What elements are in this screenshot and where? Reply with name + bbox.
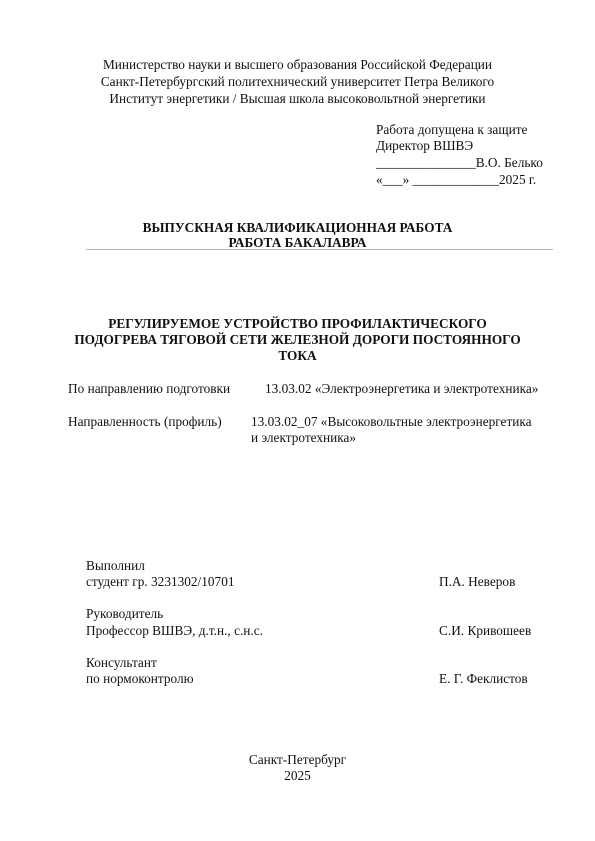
profile-label: Направленность (профиль) (68, 414, 222, 429)
profile-value-line-2: и электротехника» (251, 430, 357, 445)
heading-divider (86, 249, 553, 250)
thesis-title-line-3: ТОКА (278, 348, 317, 363)
student-role: Выполнил (86, 558, 145, 573)
work-type-heading: ВЫПУСКНАЯ КВАЛИФИКАЦИОННАЯ РАБОТА (142, 220, 453, 235)
consultant-area: по нормоконтролю (86, 671, 194, 686)
institute-line: Институт энергетики / Высшая школа высоковольтной энергетики (109, 91, 486, 106)
work-level-heading: РАБОТА БАКАЛАВРА (228, 235, 367, 250)
approval-date-line: «___» _____________2025 г. (376, 172, 537, 187)
student-group: студент гр. 3231302/10701 (86, 574, 235, 589)
approval-admitted: Работа допущена к защите (376, 122, 528, 137)
supervisor-role: Руководитель (86, 606, 164, 621)
consultant-role: Консультант (86, 655, 157, 670)
university-line: Санкт-Петербургский политехнический университет Петра Великого (100, 74, 495, 89)
direction-value: 13.03.02 «Электроэнергетика и электротехника» (265, 381, 539, 396)
student-name: П.А. Неверов (439, 574, 516, 589)
consultant-name: Е. Г. Феклистов (439, 671, 528, 686)
profile-value-line-1: 13.03.02_07 «Высоковольтные электроэнергетика (251, 414, 532, 429)
year: 2025 (284, 768, 311, 783)
ministry-line: Министерство науки и высшего образования Российской Федерации (102, 57, 493, 72)
approval-signature-line: _______________В.О. Белько (376, 155, 543, 170)
city: Санкт-Петербург (248, 752, 347, 767)
approval-director: Директор ВШВЭ (376, 138, 474, 153)
supervisor-position: Профессор ВШВЭ, д.т.н., с.н.с. (86, 623, 263, 638)
supervisor-name: С.И. Кривошеев (439, 623, 532, 638)
thesis-title-line-2: ПОДОГРЕВА ТЯГОВОЙ СЕТИ ЖЕЛЕЗНОЙ ДОРОГИ ПОСТОЯННОГО (74, 332, 521, 347)
thesis-title-line-1: РЕГУЛИРУЕМОЕ УСТРОЙСТВО ПРОФИЛАКТИЧЕСКОГО (108, 316, 487, 331)
direction-label: По направлению подготовки (68, 381, 231, 396)
